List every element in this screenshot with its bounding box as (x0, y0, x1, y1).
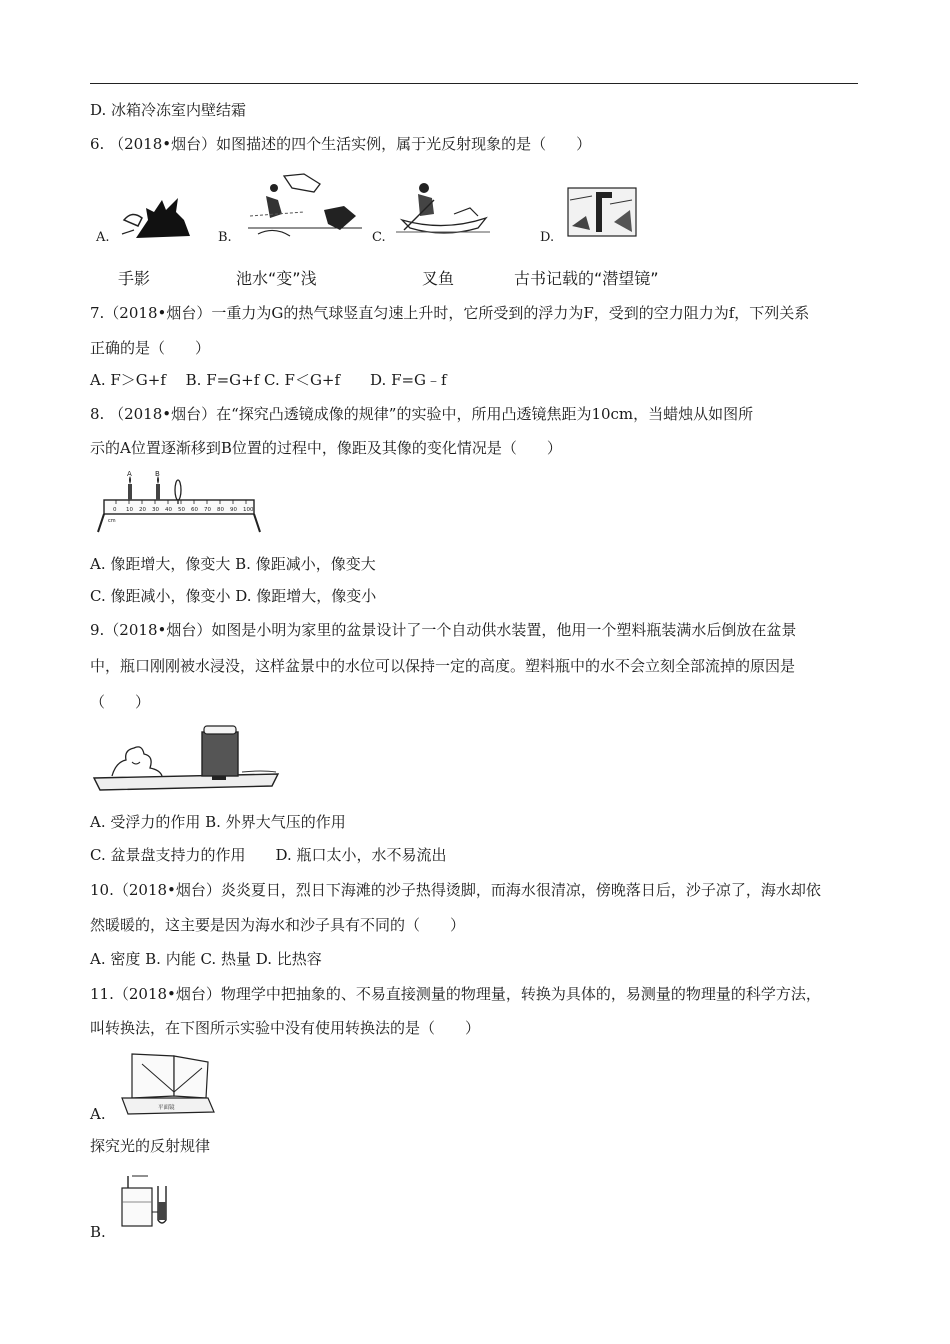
mark-a: A (127, 470, 132, 478)
header-rule (90, 83, 858, 84)
ruler-tick-label: 80 (217, 507, 224, 513)
q10-stem-line2: 然暖暖的，这主要是因为海水和沙子具有不同的（ ） (90, 916, 466, 934)
q6-caption-d: 古书记载的“潜望镜” (514, 269, 659, 288)
ruler-tick-label: 50 (178, 507, 185, 513)
q9-stem-line2: 中，瓶口刚刚被水浸没，这样盆景中的水位可以保持一定的高度。塑料瓶中的水不会立刻全部流掉的原因是 (90, 657, 796, 675)
q6-option-b-label: B. (218, 230, 232, 245)
candle-a (128, 484, 132, 500)
ruler-tick-label: 100 (243, 507, 254, 513)
q6-option-d-label: D. (540, 230, 555, 245)
light-reflection-figure (118, 1052, 216, 1116)
q8-options-ab: A. 像距增大，像变大 B. 像距减小，像变大 (90, 555, 376, 573)
q9-stem-line1: 9.（2018•烟台）如图是小明为家里的盆景设计了一个自动供水装置，他用一个塑料瓶装满水后倒放在盆景 (90, 621, 797, 639)
q6-option-a-label: A. (96, 230, 110, 245)
q11-option-a-caption: 探究光的反射规律 (90, 1137, 211, 1155)
q6-caption-b: 池水“变”浅 (236, 269, 317, 288)
ruler-tick-label: 0 (113, 507, 117, 513)
q10-stem-line1: 10.（2018•烟台）炎炎夏日，烈日下海滩的沙子热得烫脚，而海水很清凉，傍晚落日后，沙子凉了，海水却依 (90, 881, 821, 899)
periscope-figure (566, 186, 638, 238)
q11-stem-line2: 叫转换法，在下图所示实验中没有使用转换法的是（ ） (90, 1019, 481, 1037)
q7-stem-line1: 7.（2018•烟台）一重力为G的热气球竖直匀速上升时，它所受到的浮力为F，受到的空力阻力为f，下列关系 (90, 304, 810, 322)
q6-caption-a: 手影 (118, 269, 151, 288)
q9-stem-line3: （ ） (90, 693, 151, 711)
mirror-label: 平面镜 (158, 1105, 175, 1111)
pool-shallow-figure (244, 170, 366, 242)
q8-stem-line2: 示的A位置逐渐移到B位置的过程中，像距及其像的变化情况是（ ） (90, 439, 562, 457)
ruler-tick-label: 20 (139, 507, 146, 513)
ruler-tick-label: 60 (191, 507, 198, 513)
q5-option-d: D. 冰箱冷冻室内壁结霜 (90, 101, 247, 119)
q9-options-ab: A. 受浮力的作用 B. 外界大气压的作用 (90, 813, 346, 831)
ruler-tick-label: 70 (204, 507, 211, 513)
ruler-tick-label: 40 (165, 507, 172, 513)
q8-options-cd: C. 像距减小，像变小 D. 像距增大，像变小 (90, 587, 377, 605)
spear-fishing-figure (394, 178, 492, 240)
experiment-b-figure (118, 1172, 174, 1232)
q9-options-cd: C. 盆景盘支持力的作用 D. 瓶口太小，水不易流出 (90, 846, 447, 864)
q6-option-c-label: C. (372, 230, 386, 245)
q11-stem-line1: 11.（2018•烟台）物理学中把抽象的、不易直接测量的物理量，转换为具体的，易测量的物理量的科学方法， (90, 985, 821, 1003)
q7-options: A. F＞G+f B. F=G+f C. F＜G+f D. F=G﹣f (90, 371, 447, 389)
optical-bench-figure (94, 470, 264, 536)
q11-option-b-label: B. (90, 1223, 106, 1241)
q10-options: A. 密度 B. 内能 C. 热量 D. 比热容 (90, 950, 322, 968)
convex-lens (175, 480, 181, 500)
ruler-tick-label: 10 (126, 507, 133, 513)
q8-stem-line1: 8. （2018•烟台）在“探究凸透镜成像的规律”的实验中，所用凸透镜焦距为10cm，当蜡烛从如图所 (90, 405, 754, 423)
mark-b: B (155, 470, 160, 478)
hand-shadow-figure (118, 190, 206, 242)
ruler-tick-label: 90 (230, 507, 237, 513)
ruler-unit: cm (108, 518, 116, 524)
ruler-tick-label: 30 (152, 507, 159, 513)
q11-option-a-label: A. (90, 1105, 106, 1123)
candle-b (156, 484, 160, 500)
q7-stem-line2: 正确的是（ ） (90, 339, 211, 357)
q6-caption-c: 叉鱼 (422, 269, 455, 288)
q6-stem: 6. （2018•烟台）如图描述的四个生活实例，属于光反射现象的是（ ） (90, 135, 592, 153)
auto-watering-figure (92, 722, 282, 794)
